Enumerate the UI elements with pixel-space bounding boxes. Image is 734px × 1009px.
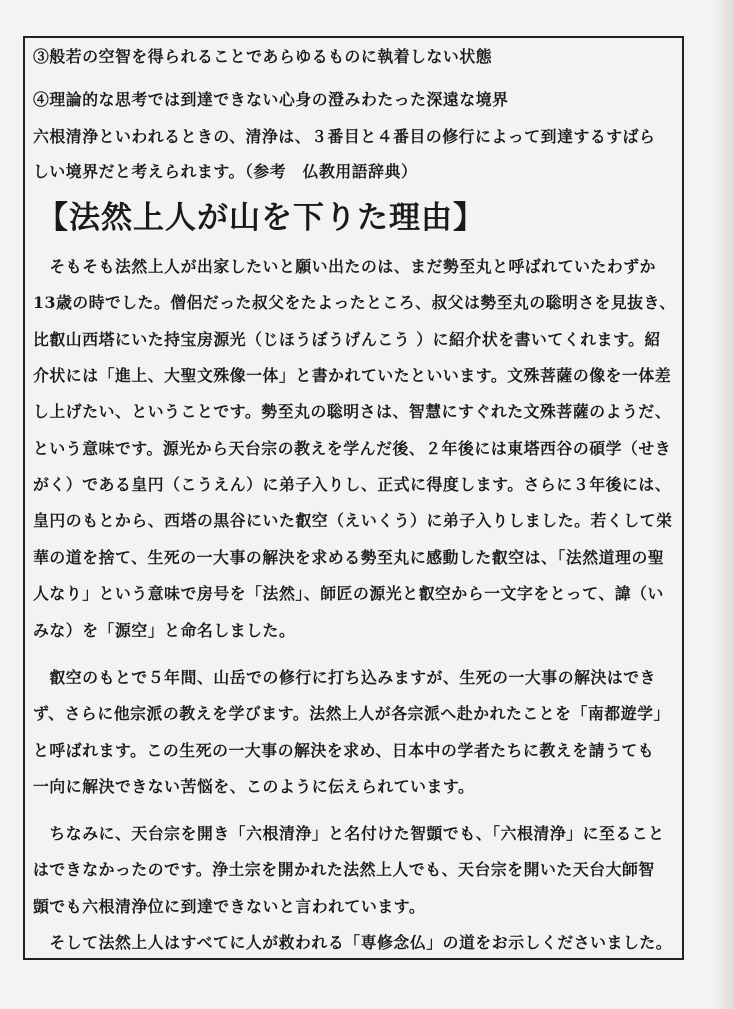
text-line: 皇円のもとから、西塔の黒谷にいた叡空（えいくう）に弟子入りしました。若くして栄 [33,511,673,530]
text-line: はできなかったのです。浄土宗を開かれた法然上人でも、天台宗を開いた天台大師智 [33,860,655,879]
text-line: ④理論的な思考では到達できない心身の澄みわたった深遠な境界 [33,90,509,109]
text-line: 叡空のもとで５年間、山岳での修行に打ち込みますが、生死の一大事の解決はでき [33,668,657,687]
text-line: そもそも法然上人が出家したいと願い出たのは、まだ勢至丸と呼ばれていたわずか [33,257,657,276]
text-line: そして法然上人はすべてに人が救われる「専修念仏」の道をお示しくださいました。 [33,933,673,952]
text-line: 一向に解決できない苦悩を、このように伝えられています。 [33,777,475,796]
text-line: し上げたい、ということです。勢至丸の聡明さは、智慧にすぐれた文殊菩薩のようだ、 [33,402,672,421]
text-line: ちなみに、天台宗を開き「六根清浄」と名付けた智顗でも、「六根清浄」に至ること [33,824,665,843]
text-line: 人なり」という意味で房号を「法然」、師匠の源光と叡空から一文字をとって、諱（い [33,584,664,603]
text-line: 顗でも六根清浄位に到達できないと言われています。 [33,897,426,916]
text-line: という意味です。源光から天台宗の教えを学んだ後、２年後には東塔西谷の碩学（せき [33,439,672,458]
text-line: ③般若の空智を得られることであらゆるものに執着しない状態 [33,47,493,66]
text-line: 比叡山西塔にいた持宝房源光（じほうぼうげんこう ）に紹介状を書いてくれます。紹 [33,330,661,349]
text-line: 華の道を捨て、生死の一大事の解決を求める勢至丸に感動した叡空は、「法然道理の聖 [33,548,665,567]
text-line: 13歳の時でした。僧侶だった叔父をたよったところ、叔父は勢至丸の聡明さを見抜き、 [33,293,676,312]
text-line: ず、さらに他宗派の教えを学びます。法然上人が各宗派へ赴かれたことを「南都遊学」 [33,704,670,723]
section-heading: 【法然上人が山を下りた理由】 [37,200,485,236]
text-line: みな）を「源空」と命名しました。 [33,621,296,640]
text-line: と呼ばれます。この生死の一大事の解決を求め、日本中の学者たちに教えを請うても [33,741,655,760]
text-line: がく）である皇円（こうえん）に弟子入りし、正式に得度します。さらに３年後には、 [33,475,672,494]
text-line: 六根清浄といわれるときの、清浄は、３番目と４番目の修行によって到達するすばら [33,127,656,146]
document-frame [23,36,684,960]
page-edge-shadow [714,0,734,1009]
text-line: しい境界だと考えられます。（参考 仏教用語辞典） [33,162,418,181]
text-line: 介状には「進上、大聖文殊像一体」と書かれていたといいます。文殊菩薩の像を一体差 [33,366,672,385]
